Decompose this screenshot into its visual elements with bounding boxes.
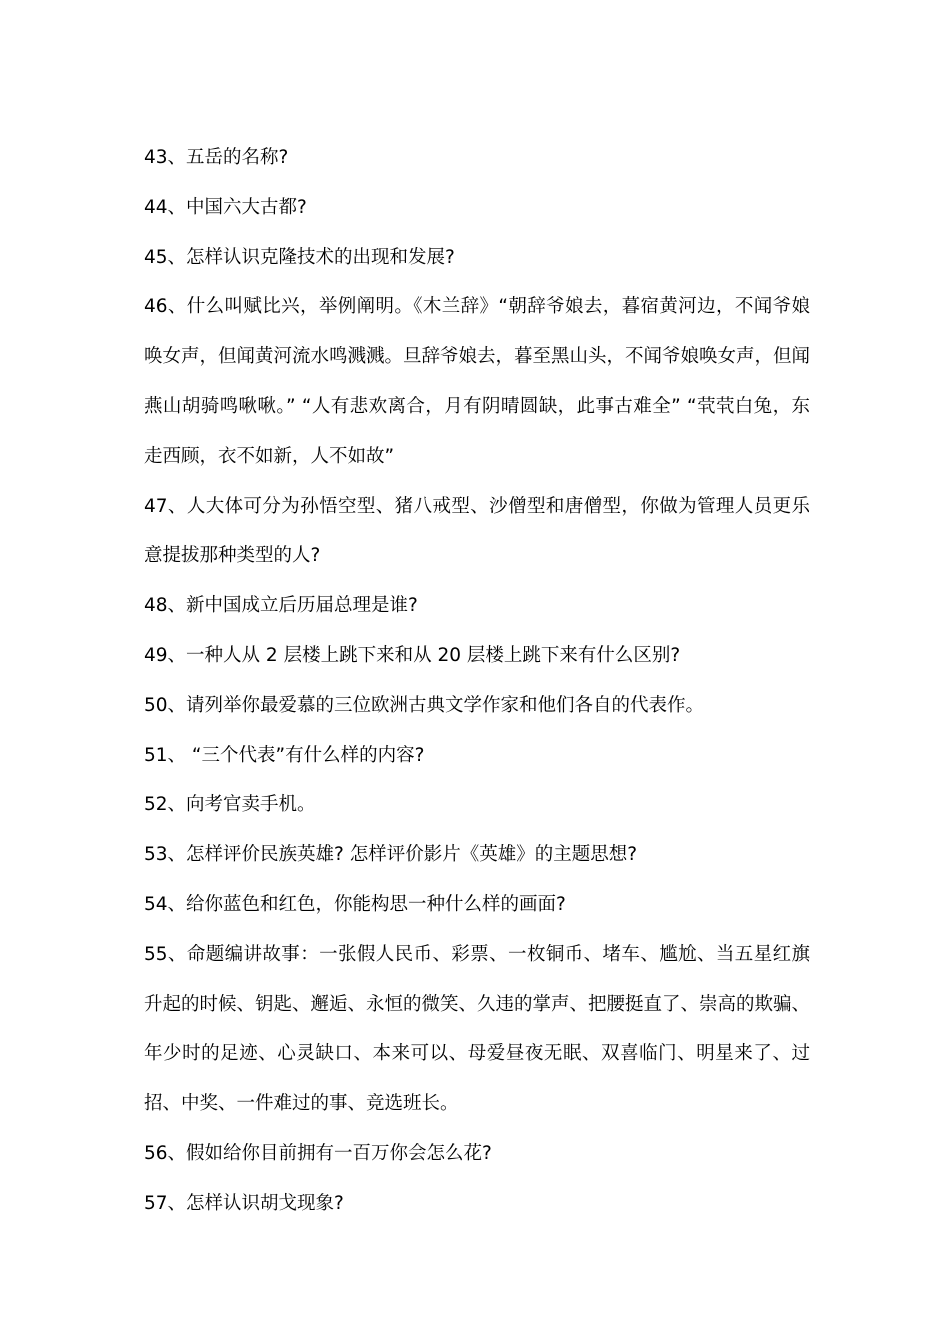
question-51: 51、 “三个代表”有什么样的内容? bbox=[144, 744, 425, 766]
question-47: 47、人大体可分为孙悟空型、猪八戒型、沙僧型和唐僧型，你做为管理人员更乐意提拔那种类型的人? bbox=[144, 495, 810, 567]
question-43: 43、五岳的名称? bbox=[144, 147, 289, 168]
question-53: 53、怎样评价民族英雄? 怎样评价影片《英雄》的主题思想? bbox=[144, 844, 638, 866]
document-page bbox=[144, 133, 810, 1229]
question-49: 49、一种人从 2 层楼上跳下来和从 20 层楼上跳下来有什么区别? bbox=[144, 644, 681, 666]
question-45: 45、怎样认识克隆技术的出现和发展? bbox=[144, 246, 455, 268]
question-57: 57、怎样认识胡戈现象? bbox=[144, 1192, 344, 1214]
question-54: 54、给你蓝色和红色，你能构思一种什么样的画面? bbox=[144, 893, 566, 915]
question-48: 48、新中国成立后历届总理是谁? bbox=[144, 595, 418, 617]
question-56: 56、假如给你目前拥有一百万你会怎么花? bbox=[144, 1142, 492, 1164]
question-44: 44、中国六大古都? bbox=[144, 196, 307, 218]
question-50: 50、请列举你最爱慕的三位欧洲古典文学作家和他们各自的代表作。 bbox=[144, 694, 705, 716]
question-55: 55、命题编讲故事：一张假人民币、彩票、一枚铜币、堵车、尴尬、当五星红旗升起的时候、钥匙、邂逅、永恒的微笑、久违的掌声、把腰挺直了、崇高的欺骗、年少时的足迹、心灵缺口、本来可以、母爱昼夜无眠、双喜临门、明星来了、过招、中奖、一件难过的事、竞选班长。 bbox=[144, 943, 811, 1115]
question-52: 52、向考官卖手机。 bbox=[144, 794, 316, 816]
question-46: 46、什么叫赋比兴，举例阐明。《木兰辞》“朝辞爷娘去，暮宿黄河边，不闻爷娘唤女声，但闻黄河流水鸣溅溅。旦辞爷娘去，暮至黑山头，不闻爷娘唤女声，但闻燕山胡骑鸣啾啾。” “人有悲欢离合，月有阴晴圆缺，此事古难全” “茕茕白兔，东走西顾，衣不如新，人不如故” bbox=[144, 296, 811, 467]
